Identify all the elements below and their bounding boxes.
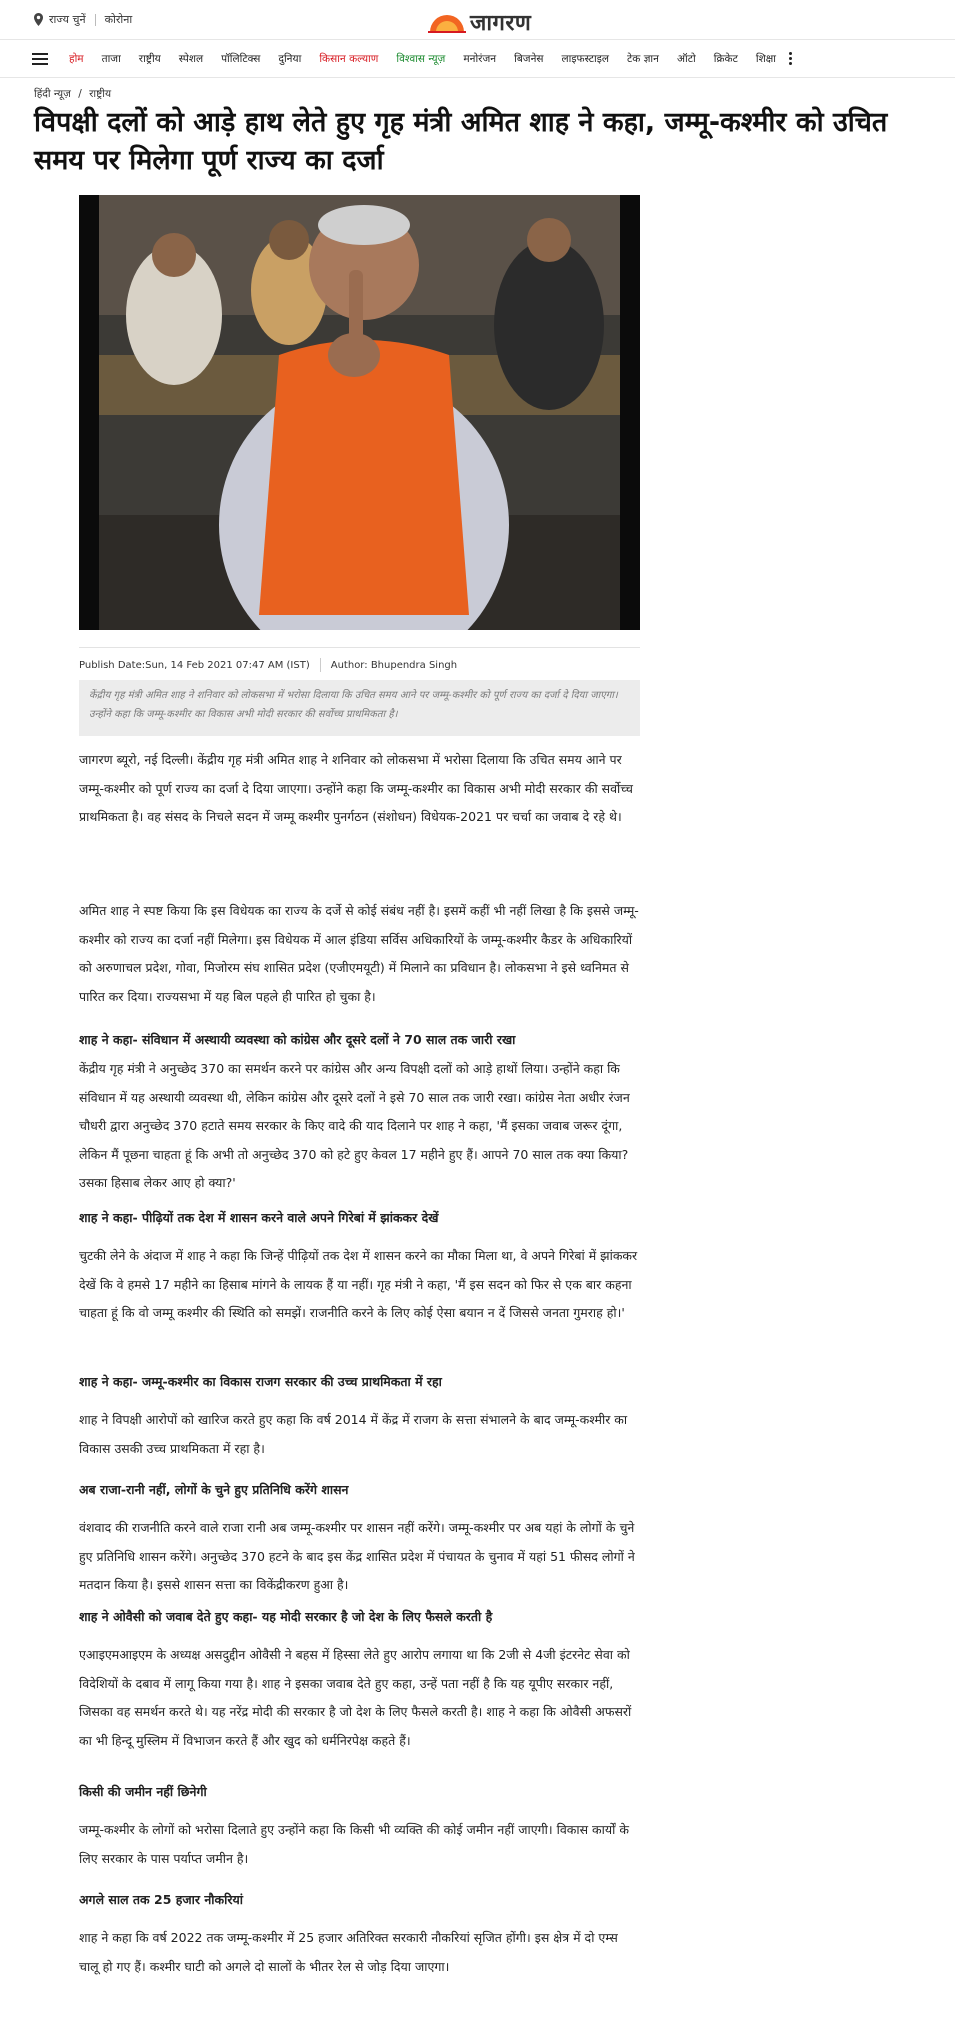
article-title: विपक्षी दलों को आड़े हाथ लेते हुए गृह मंत्री अमित शाह ने कहा, जम्मू-कश्मीर को उचित समय पर मिलेगा पूर्ण राज्य का दर्जा [34,107,888,176]
article-paragraph: अमित शाह ने स्पष्ट किया कि इस विधेयक का राज्य के दर्जे से कोई संबंध नहीं है। इसमें कहीं भी नहीं लिखा है कि इससे जम्मू-कश्मीर को राज्य का दर्जा नहीं मिलेगा। इस विधेयक में आल इंडिया सर्विस अधिकारियों के जम्मू-कश्मीर कैडर के अधिकारियों को अरुणाचल प्रदेश, गोवा, मिजोरम संघ शासित प्रदेश (एजीएमयूटी) में मिलाने का प्रविधान है। लोकसभा ने इसे ध्वनिमत से पारित कर दिया। राज्यसभा में यह बिल पहले ही पारित हो चुका है। [79,903,639,1004]
top-bar [0,0,955,40]
article-paragraph: शाह ने विपक्षी आरोपों को खारिज करते हुए कहा कि वर्ष 2014 में केंद्र में राजग के सत्ता संभालने के बाद जम्मू-कश्मीर का विकास उसकी उच्च प्राथमिकता में रहा है। [79,1412,628,1456]
article-paragraph: जम्मू-कश्मीर के लोगों को भरोसा दिलाते हुए उन्होंने कहा कि किसी भी व्यक्ति की कोई जमीन नहीं जाएगी। विकास कार्यों के लिए सरकार के पास पर्याप्त जमीन है। [79,1822,629,1866]
nav-item-cricket[interactable]: क्रिकेट [713,52,738,65]
divider [95,14,96,26]
corona-link[interactable]: कोरोना [104,13,133,26]
article-paragraph: जागरण ब्यूरो, नई दिल्ली। केंद्रीय गृह मंत्री अमित शाह ने शनिवार को लोकसभा में भरोसा दिलाया कि उचित समय आने पर जम्मू-कश्मीर को पूर्ण राज्य का दर्जा दे दिया जाएगा। उन्होंने कहा कि जम्मू-कश्मीर का विकास अभी मोदी सरकार की सर्वोच्च प्राथमिकता है। वह संसद के निचले सदन में जम्मू कश्मीर पुनर्गठन (संशोधन) विधेयक-2021 पर चर्चा का जवाब दे रहे थे। [79,752,633,824]
logo-sun-icon [428,11,466,33]
hero-photo [79,195,640,630]
nav-item-vishvas-news[interactable]: विश्वास न्यूज़ [396,52,446,65]
divider [320,658,321,672]
nav-item-special[interactable]: स्पेशल [178,52,204,65]
article-paragraph: चुटकी लेने के अंदाज में शाह ने कहा कि जिन्हें पीढ़ियों तक देश में शासन करने का मौका मिला था, वे अपने गिरेबां में झांककर देखें कि वे हमसे 17 महीने का हिसाब मांगने के लायक हैं या नहीं। गृह मंत्री ने कहा, 'मैं इस सदन को फिर से एक बार कहना चाहता हूं कि वो जम्मू कश्मीर की स्थिति को समझें। राजनीति करने के लिए कोई ऐसा बयान न दें जिससे जनता गुमराह हो।' [79,1248,638,1320]
nav-item-lifestyle[interactable]: लाइफस्टाइल [561,52,609,65]
nav-item-kisan-kalyan[interactable]: किसान कल्याण [319,52,379,65]
breadcrumb [34,87,111,101]
logo-text: जागरण [470,10,532,36]
article-summary: केंद्रीय गृह मंत्री अमित शाह ने शनिवार को लोकसभा में भरोसा दिलाया कि उचित समय आने पर जम्मू-कश्मीर को पूर्ण राज्य का दर्जा दे दिया जाएगा। उन्होंने कहा कि जम्मू-कश्मीर का विकास अभी मोदी सरकार की सर्वोच्च प्राथमिकता है। [79,680,640,736]
article-hero-image [79,195,640,630]
section-heading: अगले साल तक 25 हजार नौकरियां [79,1892,243,1907]
nav-item-business[interactable]: बिजनेस [514,52,544,65]
nav-item-education[interactable]: शिक्षा [755,52,776,65]
nav-item-home[interactable]: होम [69,52,84,65]
more-menu-icon[interactable] [789,52,792,65]
location-pin-icon [34,13,43,26]
section-heading: शाह ने कहा- संविधान में अस्थायी व्यवस्था को कांग्रेस और दूसरे दलों ने 70 साल तक जारी रखा [79,1032,516,1047]
nav-item-national[interactable]: राष्ट्रीय [138,52,161,65]
author-label: Author: [330,659,368,671]
nav-item-world[interactable]: दुनिया [278,52,302,65]
main-nav [0,40,955,78]
section-heading: शाह ने कहा- पीढ़ियों तक देश में शासन करने वाले अपने गिरेबां में झांककर देखें [79,1210,439,1225]
nav-item-tech[interactable]: टेक ज्ञान [627,52,659,65]
article-paragraph: एआइएमआइएम के अध्यक्ष असदुद्दीन ओवैसी ने बहस में हिस्सा लेते हुए आरोप लगाया था कि 2जी से 4जी इंटरनेट सेवा को विदेशियों के दबाव में लागू किया गया है। शाह ने इसका जवाब देते हुए कहा, उन्हें पता नहीं है कि यह यूपीए सरकार नहीं, जिसका वह समर्थन करते थे। यह नरेंद्र मोदी की सरकार है जो देश के लिए फैसले करती है। शाह ने कहा कि ओवैसी अफसरों का भी हिन्दू मुस्लिम में विभाजन करते हैं और खुद को धर्मनिरपेक्ष कहते हैं। [79,1647,632,1748]
section-heading: शाह ने ओवैसी को जवाब देते हुए कहा- यह मोदी सरकार है जो देश के लिए फैसले करती है [79,1609,493,1624]
section-heading: शाह ने कहा- जम्मू-कश्मीर का विकास राजग सरकार की उच्च प्राथमिकता में रहा [79,1374,442,1389]
author-name[interactable]: Bhupendra Singh [370,659,458,671]
breadcrumb-home[interactable]: हिंदी न्यूज़ [34,88,71,100]
site-logo[interactable] [428,7,531,37]
article-paragraph: शाह ने कहा कि वर्ष 2022 तक जम्मू-कश्मीर में 25 हजार अतिरिक्त सरकारी नौकरियां सृजित होंगी। इस क्षेत्र में दो एम्स चालू हो गए हैं। कश्मीर घाटी को अगले दो सालों के भीतर रेल से जोड़ दिया जाएगा। [79,1930,618,1974]
location-links [34,12,132,27]
section-heading: किसी की जमीन नहीं छिनेगी [79,1784,207,1799]
nav-item-entertainment[interactable]: मनोरंजन [463,52,497,65]
breadcrumb-section[interactable]: राष्ट्रीय [89,88,112,100]
article-meta [79,647,640,672]
section-heading: अब राजा-रानी नहीं, लोगों के चुने हुए प्रतिनिधि करेंगे शासन [79,1482,349,1497]
nav-item-auto[interactable]: ऑटो [676,52,696,65]
breadcrumb-separator: / [78,88,82,100]
state-select-link[interactable]: राज्य चुनें [49,13,86,26]
publish-date: Publish Date:Sun, 14 Feb 2021 07:47 AM (IST) [79,659,310,671]
article-paragraph: केंद्रीय गृह मंत्री ने अनुच्छेद 370 का समर्थन करने पर कांग्रेस और अन्य विपक्षी दलों को आड़े हाथों लिया। उन्होंने कहा कि संविधान में यह अस्थायी व्यवस्था थी, लेकिन कांग्रेस और दूसरे दलों ने इसे 70 साल तक जारी रखा। कांग्रेस नेता अधीर रंजन चौधरी द्वारा अनुच्छेद 370 हटाते समय सरकार के किए वादे की याद दिलाने पर शाह ने कहा, 'मैं इसका जवाब जरूर दूंगा, लेकिन मैं पूछना चाहता हूं कि अभी तो अनुच्छेद 370 को हटे हुए केवल 17 महीने हुए हैं। आपने 70 साल तक क्या किया? उसका हिसाब लेकर आए हो क्या?' [79,1061,630,1190]
nav-item-politics[interactable]: पॉलिटिक्स [221,52,261,65]
nav-item-latest[interactable]: ताजा [101,52,121,65]
article-paragraph: वंशवाद की राजनीति करने वाले राजा रानी अब जम्मू-कश्मीर पर शासन नहीं करेंगे। जम्मू-कश्मीर पर अब यहां के लोगों के चुने हुए प्रतिनिधि शासन करेंगे। अनुच्छेद 370 हटने के बाद इस केंद्र शासित प्रदेश में पंचायत के चुनाव में यहां 51 फीसद लोगों ने मतदान किया है। इससे शासन सत्ता का विकेंद्रीकरण हुआ है। [79,1520,635,1592]
hamburger-menu-icon[interactable] [32,53,48,65]
